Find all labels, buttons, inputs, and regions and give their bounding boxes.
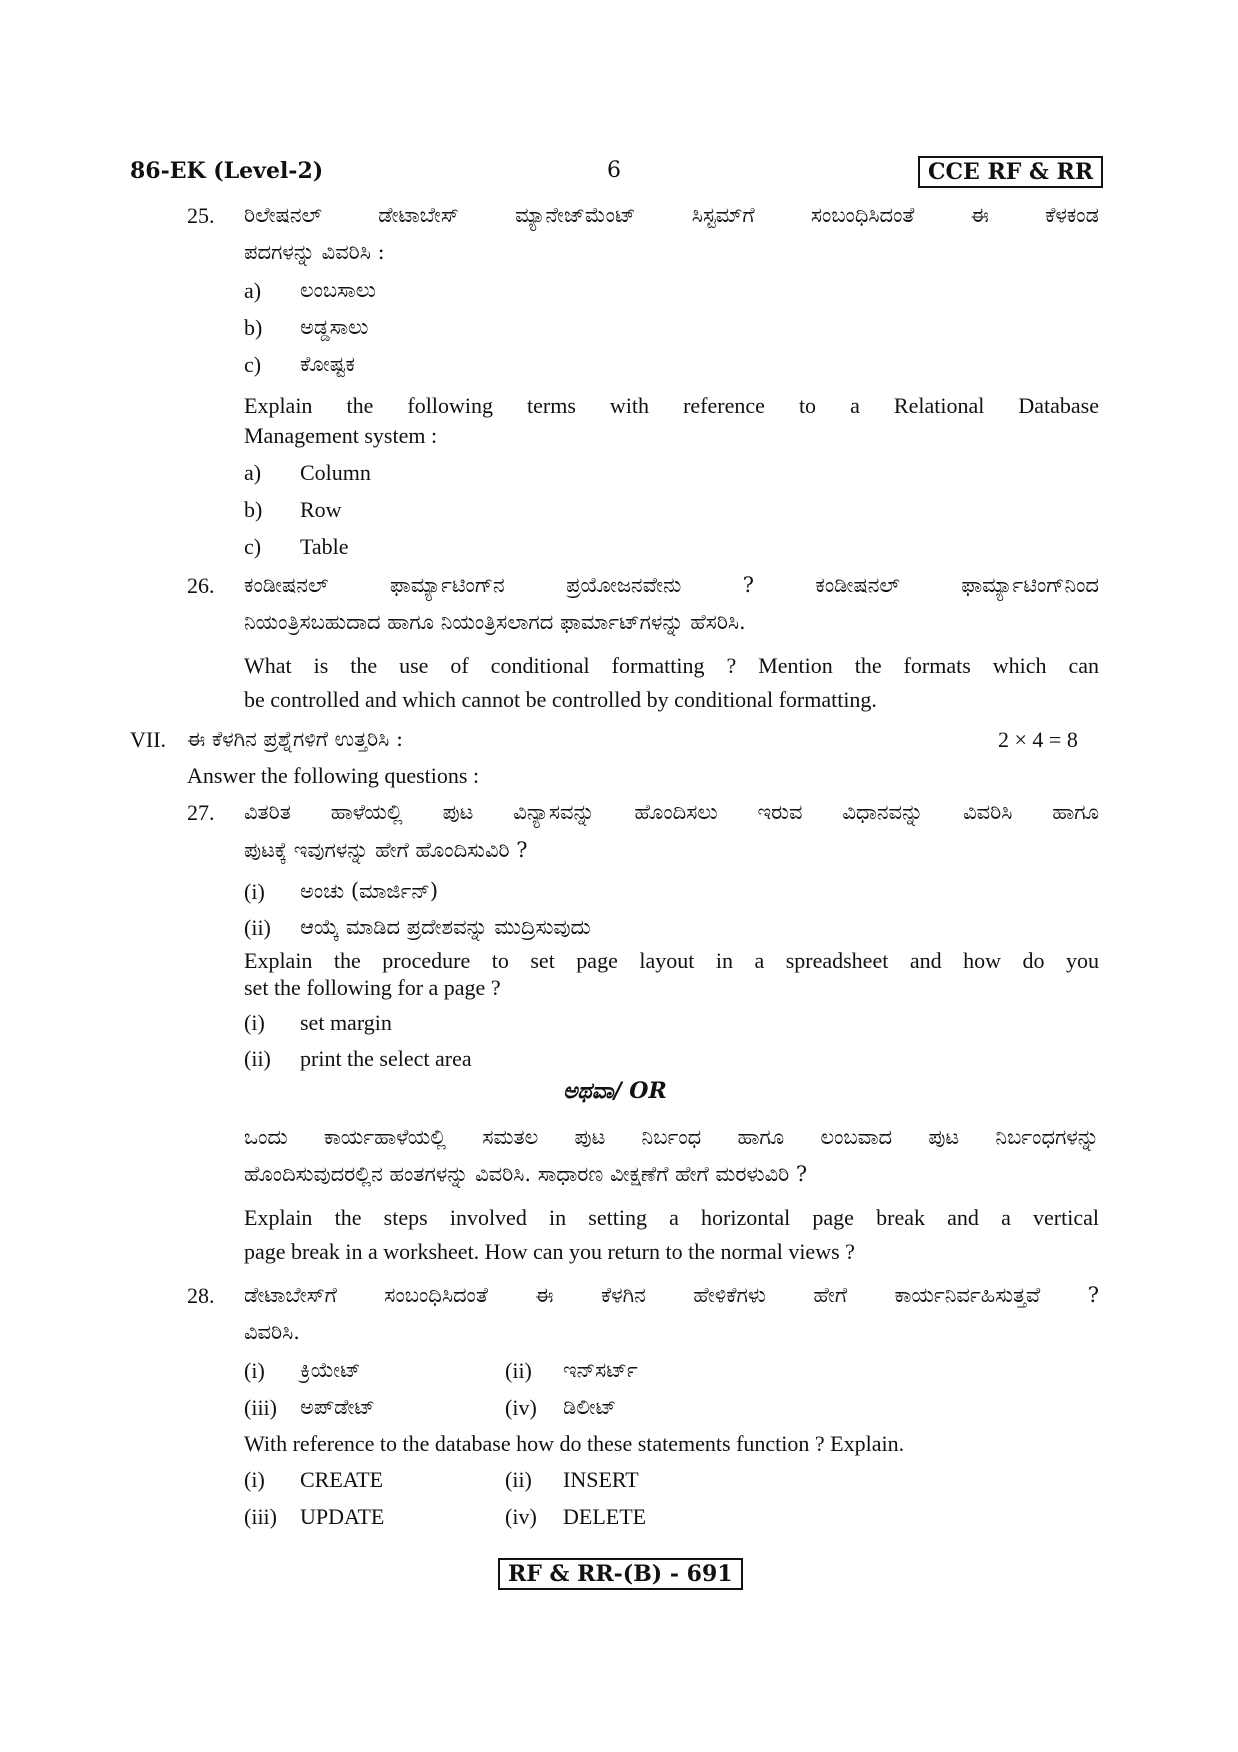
item-label: (i) xyxy=(244,1010,265,1035)
page-number: 6 xyxy=(607,158,621,183)
item-text: ಇನ್‌ಸರ್ಟ್ xyxy=(563,1358,638,1382)
section-title-en: Answer the following questions : xyxy=(187,763,480,788)
item-label: (iii) xyxy=(244,1395,277,1420)
q28-en-line: With reference to the database how do these statements function ? Explain. xyxy=(244,1431,905,1456)
paper-code: 86-EK (Level-2) xyxy=(130,158,324,184)
q27-kn-line: ಪುಟಕ್ಕೆ ಇವುಗಳನ್ನು ಹೇಗೆ ಹೊಂದಿಸುವಿರಿ ? xyxy=(244,838,528,862)
item-label: b) xyxy=(244,497,263,522)
q27-alt-kn-line: ಹೊಂದಿಸುವುದರಲ್ಲಿನ ಹಂತಗಳನ್ನು ವಿವರಿಸಿ. ಸಾಧಾರಣ ವೀಕ್ಷಣೆಗೆ ಹೇಗೆ ಮರಳುವಿರಿ ? xyxy=(244,1162,808,1186)
q25-kn-line: ರಿಲೇಷನಲ್ ಡೇಟಾಬೇಸ್ ಮ್ಯಾನೇಜ್‌ಮೆಂಟ್ ಸಿಸ್ಟಮ್‌ಗೆ ಸಂಬಂಧಿಸಿದಂತೆ ಈ ಕೆಳಕಂಡ xyxy=(244,203,1099,227)
footer-code: RF & RR-(B) - 691 xyxy=(498,1558,743,1590)
question-number: 25. xyxy=(187,203,215,228)
question-number: 27. xyxy=(187,800,215,825)
item-text: UPDATE xyxy=(300,1504,385,1529)
series-box: CCE RF & RR xyxy=(918,156,1103,188)
item-label: a) xyxy=(244,460,262,485)
item-text: ಕ್ರಿಯೇಟ್ xyxy=(300,1358,361,1382)
q27-alt-kn-line: ಒಂದು ಕಾರ್ಯಹಾಳೆಯಲ್ಲಿ ಸಮತಲ ಪುಟ ನಿರ್ಬಂಧ ಹಾಗೂ ಲಂಬವಾದ ಪುಟ ನಿರ್ಬಂಧಗಳನ್ನು xyxy=(244,1125,1099,1149)
item-text: CREATE xyxy=(300,1467,384,1492)
q28-kn-line: ವಿವರಿಸಿ. xyxy=(244,1320,300,1344)
section-title-kn: ಈ ಕೆಳಗಿನ ಪ್ರಶ್ನೆಗಳಿಗೆ ಉತ್ತರಿಸಿ : xyxy=(187,727,404,751)
item-text: ಡಿಲೀಟ್ xyxy=(563,1395,617,1419)
q27-alt-en-line: Explain the steps involved in setting a horizontal page break and a vertical xyxy=(244,1205,1099,1230)
q26-kn-line: ನಿಯಂತ್ರಿಸಬಹುದಾದ ಹಾಗೂ ನಿಯಂತ್ರಿಸಲಾಗದ ಫಾರ್ಮಾಟ್‌ಗಳನ್ನು ಹೆಸರಿಸಿ. xyxy=(244,610,746,634)
q25-en-line: Management system : xyxy=(244,423,438,448)
item-text: ಅಡ್ಡಸಾಲು xyxy=(300,315,369,339)
item-text: ಅಪ್‌ಡೇಟ್ xyxy=(300,1395,375,1419)
item-text: Row xyxy=(300,497,342,522)
item-text: set margin xyxy=(300,1010,392,1035)
item-text: INSERT xyxy=(563,1467,639,1492)
item-text: ಅಂಚು (ಮಾರ್ಜಿನ್) xyxy=(300,879,439,903)
or-en: / OR xyxy=(613,1078,667,1104)
item-label: (iv) xyxy=(505,1504,537,1529)
q28-kn-line: ಡೇಟಾಬೇಸ್‌ಗೆ ಸಂಬಂಧಿಸಿದಂತೆ ಈ ಕೆಳಗಿನ ಹೇಳಿಕೆಗಳು ಹೇಗೆ ಕಾರ್ಯನಿರ್ವಹಿಸುತ್ತವೆ ? xyxy=(244,1283,1099,1307)
question-number: 26. xyxy=(187,573,215,598)
item-label: (ii) xyxy=(505,1467,532,1492)
item-label: (i) xyxy=(244,1467,265,1492)
item-text: ಆಯ್ಕೆ ಮಾಡಿದ ಪ್ರದೇಶವನ್ನು ಮುದ್ರಿಸುವುದು xyxy=(300,915,591,939)
item-label: c) xyxy=(244,534,262,559)
item-label: a) xyxy=(244,278,262,303)
section-marks: 2 × 4 = 8 xyxy=(998,727,1078,752)
q27-kn-line: ವಿತರಿತ ಹಾಳೆಯಲ್ಲಿ ಪುಟ ವಿನ್ಯಾಸವನ್ನು ಹೊಂದಿಸಲು ಇರುವ ವಿಧಾನವನ್ನು ವಿವರಿಸಿ ಹಾಗೂ xyxy=(244,800,1099,824)
item-label: (ii) xyxy=(505,1358,532,1383)
item-label: (ii) xyxy=(244,915,271,940)
q26-en-line: be controlled and which cannot be controlled by conditional formatting. xyxy=(244,687,877,712)
item-text: print the select area xyxy=(300,1046,472,1071)
item-text: ಲಂಬಸಾಲು xyxy=(300,278,376,302)
item-label: b) xyxy=(244,315,263,340)
item-label: c) xyxy=(244,352,262,377)
item-label: (iii) xyxy=(244,1504,277,1529)
item-label: (i) xyxy=(244,879,265,904)
item-text: Column xyxy=(300,460,371,485)
q26-kn-line: ಕಂಡೀಷನಲ್ ಫಾರ್ಮ್ಯಾಟಿಂಗ್‌ನ ಪ್ರಯೋಜನವೇನು ? ಕಂಡೀಷನಲ್ ಫಾರ್ಮ್ಯಾಟಿಂಗ್‌ನಿಂದ xyxy=(244,573,1099,597)
q25-kn-line: ಪದಗಳನ್ನು ವಿವರಿಸಿ : xyxy=(244,240,385,264)
q27-en-line: set the following for a page ? xyxy=(244,975,501,1000)
q25-en-line: Explain the following terms with reference to a Relational Database xyxy=(244,393,1099,418)
q27-en-line: Explain the procedure to set page layout in a spreadsheet and how do you xyxy=(244,948,1099,973)
item-text: Table xyxy=(300,534,349,559)
or-separator xyxy=(563,1078,667,1104)
section-number: VII. xyxy=(130,727,167,752)
q27-alt-en-line: page break in a worksheet. How can you return to the normal views ? xyxy=(244,1239,855,1264)
q26-en-line: What is the use of conditional formatting ? Mention the formats which can xyxy=(244,653,1099,678)
item-text: DELETE xyxy=(563,1504,647,1529)
item-label: (iv) xyxy=(505,1395,537,1420)
question-number: 28. xyxy=(187,1283,215,1308)
item-label: (i) xyxy=(244,1358,265,1383)
item-label: (ii) xyxy=(244,1046,271,1071)
item-text: ಕೋಷ್ಟಕ xyxy=(300,352,355,376)
or-kn: ಅಥವಾ xyxy=(563,1078,614,1104)
